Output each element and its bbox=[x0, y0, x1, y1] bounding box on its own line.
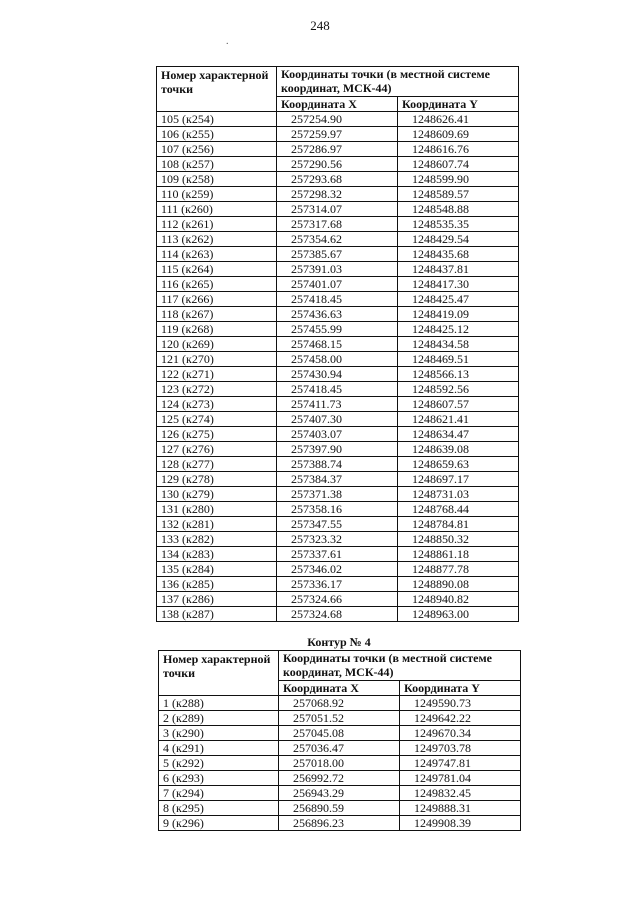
table-row bbox=[159, 786, 521, 801]
coordinate-x-cell: 257385.67 bbox=[277, 247, 398, 262]
table-row bbox=[157, 547, 519, 562]
point-number-cell: 134 (к283) bbox=[157, 547, 277, 562]
coordinate-y-cell: 1248768.44 bbox=[398, 502, 519, 517]
coordinate-y-cell: 1249781.04 bbox=[400, 771, 521, 786]
coordinate-x-cell: 257391.03 bbox=[277, 262, 398, 277]
coordinate-y-cell: 1248634.47 bbox=[398, 427, 519, 442]
table-row bbox=[159, 741, 521, 756]
point-number-cell: 126 (к275) bbox=[157, 427, 277, 442]
coordinate-x-cell: 257045.08 bbox=[279, 726, 400, 741]
table-row bbox=[159, 816, 521, 831]
coordinate-y-cell: 1249888.31 bbox=[400, 801, 521, 816]
point-number-cell: 123 (к272) bbox=[157, 382, 277, 397]
table-row bbox=[157, 202, 519, 217]
coordinate-y-cell: 1249832.45 bbox=[400, 786, 521, 801]
table-row bbox=[159, 771, 521, 786]
coordinate-x-cell: 257290.56 bbox=[277, 157, 398, 172]
table-row bbox=[157, 337, 519, 352]
table-row bbox=[157, 472, 519, 487]
point-number-cell: 128 (к277) bbox=[157, 457, 277, 472]
point-number-cell: 114 (к263) bbox=[157, 247, 277, 262]
point-number-cell: 113 (к262) bbox=[157, 232, 277, 247]
point-number-cell: 5 (к292) bbox=[159, 756, 279, 771]
coordinate-x-cell: 257354.62 bbox=[277, 232, 398, 247]
coordinate-x-cell: 257286.97 bbox=[277, 142, 398, 157]
point-number-cell: 127 (к276) bbox=[157, 442, 277, 457]
table-row bbox=[157, 532, 519, 547]
coordinate-y-cell: 1248940.82 bbox=[398, 592, 519, 607]
coordinate-x-cell: 257403.07 bbox=[277, 427, 398, 442]
coordinate-x-cell: 257324.68 bbox=[277, 607, 398, 622]
coordinate-x-cell: 256992.72 bbox=[279, 771, 400, 786]
coordinate-y-cell: 1249747.81 bbox=[400, 756, 521, 771]
coordinate-x-cell: 257430.94 bbox=[277, 367, 398, 382]
table-row bbox=[159, 696, 521, 711]
coordinate-x-cell: 257468.15 bbox=[277, 337, 398, 352]
coordinate-y-cell: 1249642.22 bbox=[400, 711, 521, 726]
coordinate-x-cell: 257371.38 bbox=[277, 487, 398, 502]
table-row bbox=[157, 457, 519, 472]
table-1-body bbox=[157, 112, 519, 622]
coordinate-y-cell: 1248607.74 bbox=[398, 157, 519, 172]
coordinate-x-cell: 257418.45 bbox=[277, 292, 398, 307]
table-2-body bbox=[159, 696, 521, 831]
coordinate-y-cell: 1248659.63 bbox=[398, 457, 519, 472]
coordinate-y-cell: 1248469.51 bbox=[398, 352, 519, 367]
table-row bbox=[157, 247, 519, 262]
table-row bbox=[157, 172, 519, 187]
point-number-cell: 105 (к254) bbox=[157, 112, 277, 127]
point-number-cell: 8 (к295) bbox=[159, 801, 279, 816]
coordinate-x-cell: 257388.74 bbox=[277, 457, 398, 472]
coordinate-x-cell: 257254.90 bbox=[277, 112, 398, 127]
coordinate-x-cell: 257401.07 bbox=[277, 277, 398, 292]
point-number-cell: 117 (к266) bbox=[157, 292, 277, 307]
coordinate-y-cell: 1248437.81 bbox=[398, 262, 519, 277]
table-row bbox=[157, 397, 519, 412]
table-row bbox=[157, 442, 519, 457]
table-row bbox=[159, 711, 521, 726]
coordinate-x-cell: 257314.07 bbox=[277, 202, 398, 217]
coordinate-x-cell: 257384.37 bbox=[277, 472, 398, 487]
table-row bbox=[157, 262, 519, 277]
coordinate-y-cell: 1248566.13 bbox=[398, 367, 519, 382]
table-row bbox=[157, 142, 519, 157]
point-number-cell: 107 (к256) bbox=[157, 142, 277, 157]
coordinate-y-cell: 1248548.88 bbox=[398, 202, 519, 217]
coordinates-table-2 bbox=[158, 650, 521, 831]
table-row bbox=[159, 801, 521, 816]
table-row bbox=[159, 726, 521, 741]
coordinate-y-cell: 1248607.57 bbox=[398, 397, 519, 412]
header-x: Координата X bbox=[277, 97, 398, 112]
coordinate-y-cell: 1248697.17 bbox=[398, 472, 519, 487]
coordinate-x-cell: 257336.17 bbox=[277, 577, 398, 592]
coordinate-x-cell: 257455.99 bbox=[277, 322, 398, 337]
point-number-cell: 133 (к282) bbox=[157, 532, 277, 547]
coordinate-y-cell: 1248434.58 bbox=[398, 337, 519, 352]
point-number-cell: 136 (к285) bbox=[157, 577, 277, 592]
coordinate-y-cell: 1248425.47 bbox=[398, 292, 519, 307]
header-x: Координата X bbox=[279, 681, 400, 696]
table-row bbox=[157, 157, 519, 172]
coordinate-x-cell: 257347.55 bbox=[277, 517, 398, 532]
coordinate-y-cell: 1248417.30 bbox=[398, 277, 519, 292]
table-row bbox=[157, 112, 519, 127]
coordinate-x-cell: 256943.29 bbox=[279, 786, 400, 801]
table-row bbox=[159, 756, 521, 771]
coordinate-y-cell: 1248609.69 bbox=[398, 127, 519, 142]
point-number-cell: 116 (к265) bbox=[157, 277, 277, 292]
coordinate-y-cell: 1249670.34 bbox=[400, 726, 521, 741]
header-y: Координата Y bbox=[400, 681, 521, 696]
table-row bbox=[157, 292, 519, 307]
table-row bbox=[157, 367, 519, 382]
coordinate-x-cell: 257411.73 bbox=[277, 397, 398, 412]
point-number-cell: 2 (к289) bbox=[159, 711, 279, 726]
point-number-cell: 119 (к268) bbox=[157, 322, 277, 337]
coordinate-x-cell: 257068.92 bbox=[279, 696, 400, 711]
coordinate-x-cell: 257259.97 bbox=[277, 127, 398, 142]
point-number-cell: 112 (к261) bbox=[157, 217, 277, 232]
header-point-number: Номер характерной точки bbox=[159, 651, 279, 696]
coordinate-x-cell: 257337.61 bbox=[277, 547, 398, 562]
coordinate-y-cell: 1248890.08 bbox=[398, 577, 519, 592]
point-number-cell: 135 (к284) bbox=[157, 562, 277, 577]
point-number-cell: 138 (к287) bbox=[157, 607, 277, 622]
coordinate-y-cell: 1248535.35 bbox=[398, 217, 519, 232]
point-number-cell: 130 (к279) bbox=[157, 487, 277, 502]
table-row bbox=[157, 562, 519, 577]
coordinate-x-cell: 257317.68 bbox=[277, 217, 398, 232]
coordinates-table-1 bbox=[156, 66, 519, 622]
table-row bbox=[157, 127, 519, 142]
coordinate-y-cell: 1248626.41 bbox=[398, 112, 519, 127]
coordinate-y-cell: 1248589.57 bbox=[398, 187, 519, 202]
table-row bbox=[157, 307, 519, 322]
coordinate-y-cell: 1248435.68 bbox=[398, 247, 519, 262]
table-row bbox=[157, 217, 519, 232]
coordinate-x-cell: 257293.68 bbox=[277, 172, 398, 187]
page-number: 248 bbox=[310, 18, 330, 33]
point-number-cell: 7 (к294) bbox=[159, 786, 279, 801]
coordinate-y-cell: 1249590.73 bbox=[400, 696, 521, 711]
coordinate-x-cell: 257358.16 bbox=[277, 502, 398, 517]
coordinate-y-cell: 1249703.78 bbox=[400, 741, 521, 756]
coordinate-x-cell: 257036.47 bbox=[279, 741, 400, 756]
point-number-cell: 131 (к280) bbox=[157, 502, 277, 517]
coordinate-x-cell: 257346.02 bbox=[277, 562, 398, 577]
point-number-cell: 1 (к288) bbox=[159, 696, 279, 711]
coordinate-y-cell: 1248429.54 bbox=[398, 232, 519, 247]
coordinate-y-cell: 1248616.76 bbox=[398, 142, 519, 157]
coordinate-y-cell: 1248639.08 bbox=[398, 442, 519, 457]
header-coordinates: Координаты точки (в местной системе координат, МСК-44) bbox=[277, 67, 519, 97]
point-number-cell: 3 (к290) bbox=[159, 726, 279, 741]
coordinate-x-cell: 257298.32 bbox=[277, 187, 398, 202]
table-row bbox=[157, 322, 519, 337]
coordinate-x-cell: 257436.63 bbox=[277, 307, 398, 322]
point-number-cell: 137 (к286) bbox=[157, 592, 277, 607]
point-number-cell: 111 (к260) bbox=[157, 202, 277, 217]
coordinate-y-cell: 1248419.09 bbox=[398, 307, 519, 322]
point-number-cell: 132 (к281) bbox=[157, 517, 277, 532]
point-number-cell: 115 (к264) bbox=[157, 262, 277, 277]
coordinate-x-cell: 256896.23 bbox=[279, 816, 400, 831]
contour-title: Контур № 4 bbox=[307, 635, 371, 649]
coordinate-x-cell: 257458.00 bbox=[277, 352, 398, 367]
coordinate-x-cell: 257407.30 bbox=[277, 412, 398, 427]
coordinate-y-cell: 1248592.56 bbox=[398, 382, 519, 397]
point-number-cell: 106 (к255) bbox=[157, 127, 277, 142]
point-number-cell: 129 (к278) bbox=[157, 472, 277, 487]
coordinate-x-cell: 257323.32 bbox=[277, 532, 398, 547]
coordinate-x-cell: 257018.00 bbox=[279, 756, 400, 771]
coordinate-x-cell: 257397.90 bbox=[277, 442, 398, 457]
coordinate-x-cell: 257418.45 bbox=[277, 382, 398, 397]
table-row bbox=[157, 382, 519, 397]
point-number-cell: 118 (к267) bbox=[157, 307, 277, 322]
point-number-cell: 121 (к270) bbox=[157, 352, 277, 367]
table-row bbox=[157, 427, 519, 442]
coordinate-y-cell: 1248731.03 bbox=[398, 487, 519, 502]
coordinate-y-cell: 1248877.78 bbox=[398, 562, 519, 577]
coordinate-y-cell: 1248599.90 bbox=[398, 172, 519, 187]
table-row bbox=[157, 352, 519, 367]
coordinate-x-cell: 257324.66 bbox=[277, 592, 398, 607]
header-point-number: Номер характерной точки bbox=[157, 67, 277, 112]
point-number-cell: 125 (к274) bbox=[157, 412, 277, 427]
coordinate-y-cell: 1248621.41 bbox=[398, 412, 519, 427]
point-number-cell: 120 (к269) bbox=[157, 337, 277, 352]
point-number-cell: 110 (к259) bbox=[157, 187, 277, 202]
coordinate-y-cell: 1249908.39 bbox=[400, 816, 521, 831]
table-row bbox=[157, 502, 519, 517]
header-y: Координата Y bbox=[398, 97, 519, 112]
coordinate-y-cell: 1248861.18 bbox=[398, 547, 519, 562]
header-coordinates: Координаты точки (в местной системе координат, МСК-44) bbox=[279, 651, 521, 681]
point-number-cell: 124 (к273) bbox=[157, 397, 277, 412]
table-row bbox=[157, 187, 519, 202]
table-row bbox=[157, 232, 519, 247]
table-row bbox=[157, 577, 519, 592]
point-number-cell: 108 (к257) bbox=[157, 157, 277, 172]
point-number-cell: 9 (к296) bbox=[159, 816, 279, 831]
point-number-cell: 4 (к291) bbox=[159, 741, 279, 756]
coordinate-x-cell: 256890.59 bbox=[279, 801, 400, 816]
table-row bbox=[157, 277, 519, 292]
scan-speck: . bbox=[226, 36, 229, 47]
coordinate-x-cell: 257051.52 bbox=[279, 711, 400, 726]
table-row bbox=[157, 592, 519, 607]
coordinate-y-cell: 1248850.32 bbox=[398, 532, 519, 547]
coordinate-y-cell: 1248784.81 bbox=[398, 517, 519, 532]
table-row bbox=[157, 412, 519, 427]
point-number-cell: 6 (к293) bbox=[159, 771, 279, 786]
point-number-cell: 122 (к271) bbox=[157, 367, 277, 382]
table-row bbox=[157, 607, 519, 622]
point-number-cell: 109 (к258) bbox=[157, 172, 277, 187]
table-row bbox=[157, 517, 519, 532]
coordinate-y-cell: 1248963.00 bbox=[398, 607, 519, 622]
coordinate-y-cell: 1248425.12 bbox=[398, 322, 519, 337]
table-row bbox=[157, 487, 519, 502]
